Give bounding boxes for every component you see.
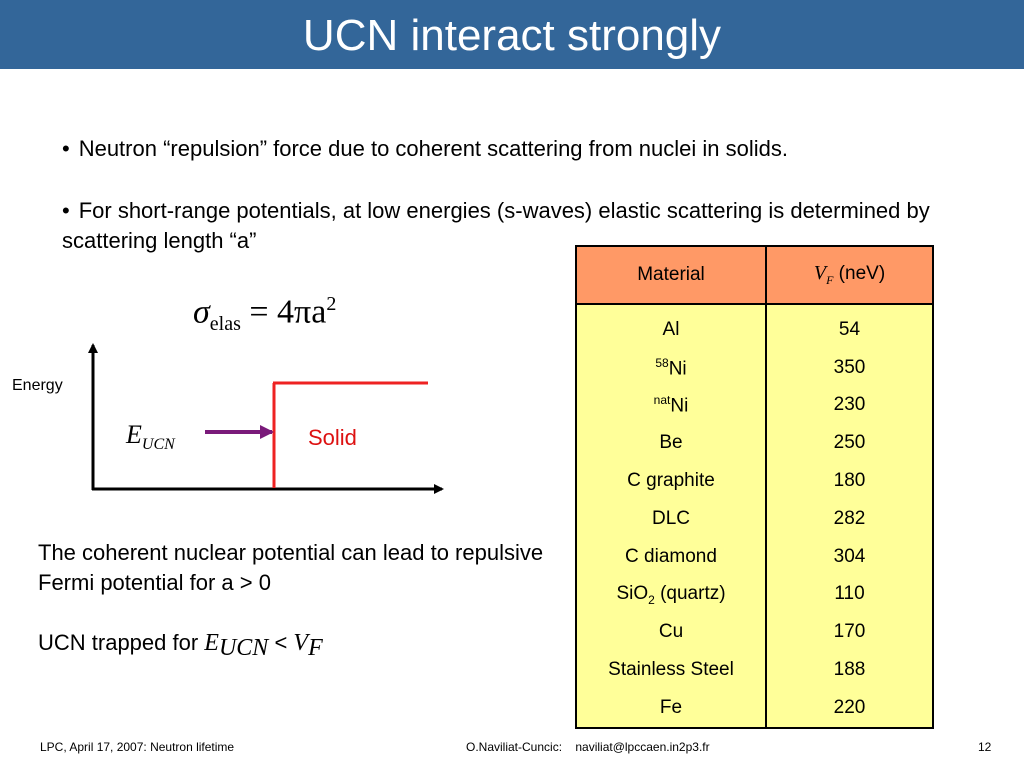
- trap-e-sub: UCN: [218, 635, 269, 662]
- material-main: Stainless Steel: [608, 659, 734, 681]
- vf-value-cell: 188: [766, 651, 933, 689]
- slide-title: UCN interact strongly: [302, 11, 722, 60]
- footer-author: O.Naviliat-Cuncic: naviliat@lpccaen.in2p3.fr: [466, 740, 710, 754]
- material-main: Cu: [658, 621, 684, 643]
- header-material: Material: [576, 246, 766, 304]
- material-cell: [576, 689, 766, 728]
- table-row: [576, 387, 933, 425]
- material-cell: [576, 576, 766, 614]
- trap-prefix: UCN trapped for: [38, 630, 205, 655]
- table-row: [576, 689, 933, 728]
- material-sup: nat: [653, 393, 671, 408]
- material-sup: 58: [655, 355, 669, 370]
- material-main: Al: [662, 318, 680, 340]
- vf-value-cell: 230: [766, 387, 933, 425]
- table-row: [576, 424, 933, 462]
- formula-exp: 2: [326, 293, 337, 315]
- vf-value-cell: 54: [766, 304, 933, 349]
- material-cell: [576, 424, 766, 462]
- potential-diagram: [0, 335, 460, 505]
- material-main: Ni: [668, 357, 687, 379]
- table-row: [576, 349, 933, 387]
- bullet-2-text: For short-range potentials, at low energies (s-waves) elastic scattering is determined by scattering length “a”: [62, 198, 930, 253]
- material-cell: [576, 500, 766, 538]
- trap-condition-text: [38, 628, 438, 665]
- bullet-1-text: Neutron “repulsion” force due to coherent scattering from nuclei in solids.: [78, 136, 788, 161]
- bullet-1: [62, 134, 962, 164]
- bullet-dot: •: [62, 136, 70, 161]
- vf-value-cell: 282: [766, 500, 933, 538]
- formula-rhs: = 4πa: [240, 293, 327, 331]
- header-v: V: [813, 262, 827, 284]
- vf-value-cell: 220: [766, 689, 933, 728]
- trap-v: V: [293, 630, 309, 656]
- table-row: [576, 500, 933, 538]
- material-cell: [576, 304, 766, 349]
- material-main: C graphite: [627, 470, 715, 492]
- material-main: SiO: [616, 582, 649, 604]
- vf-value-cell: 304: [766, 538, 933, 576]
- vf-value-cell: 110: [766, 576, 933, 614]
- table-row: [576, 304, 933, 349]
- footer-event: LPC, April 17, 2007: Neutron lifetime: [40, 740, 235, 754]
- e-ucn-sub: UCN: [141, 436, 175, 454]
- bullet-dot: •: [62, 198, 70, 223]
- material-cell: [576, 538, 766, 576]
- vf-value-cell: 180: [766, 462, 933, 500]
- fermi-potential-text: The coherent nuclear potential can lead to repulsive Fermi potential for a > 0: [38, 540, 544, 595]
- e-ucn-label: [126, 420, 175, 454]
- fermi-potential-table: [575, 245, 934, 729]
- header-v-sub: F: [826, 273, 834, 287]
- table-row: [576, 613, 933, 651]
- vf-value-cell: 350: [766, 349, 933, 387]
- trap-lt: <: [268, 630, 294, 655]
- material-sub: 2: [648, 592, 655, 607]
- material-cell: [576, 387, 766, 425]
- table-row: [576, 576, 933, 614]
- table-row: [576, 538, 933, 576]
- energy-axis-label: Energy: [12, 377, 63, 394]
- formula-sub: elas: [209, 313, 241, 336]
- material-cell: [576, 613, 766, 651]
- solid-label: Solid: [308, 425, 357, 450]
- header-unit: (neV): [833, 263, 886, 284]
- page-number: 12: [978, 740, 992, 754]
- vf-value-cell: 250: [766, 424, 933, 462]
- e-ucn-main: E: [126, 420, 142, 449]
- material-cell: [576, 349, 766, 387]
- material-main: Be: [659, 432, 683, 454]
- header-vf: [766, 246, 933, 304]
- table-row: [576, 651, 933, 689]
- material-post: (quartz): [654, 582, 726, 604]
- trap-e: E: [204, 630, 219, 656]
- formula-sigma: σ: [193, 293, 210, 331]
- material-main: Ni: [670, 395, 689, 417]
- vf-value-cell: 170: [766, 613, 933, 651]
- trap-v-sub: F: [308, 635, 323, 662]
- material-main: Fe: [659, 696, 683, 718]
- material-main: C diamond: [625, 545, 717, 567]
- material-cell: [576, 651, 766, 689]
- material-cell: [576, 462, 766, 500]
- material-main: DLC: [651, 507, 690, 529]
- table-header-row: [576, 246, 933, 304]
- table-row: [576, 462, 933, 500]
